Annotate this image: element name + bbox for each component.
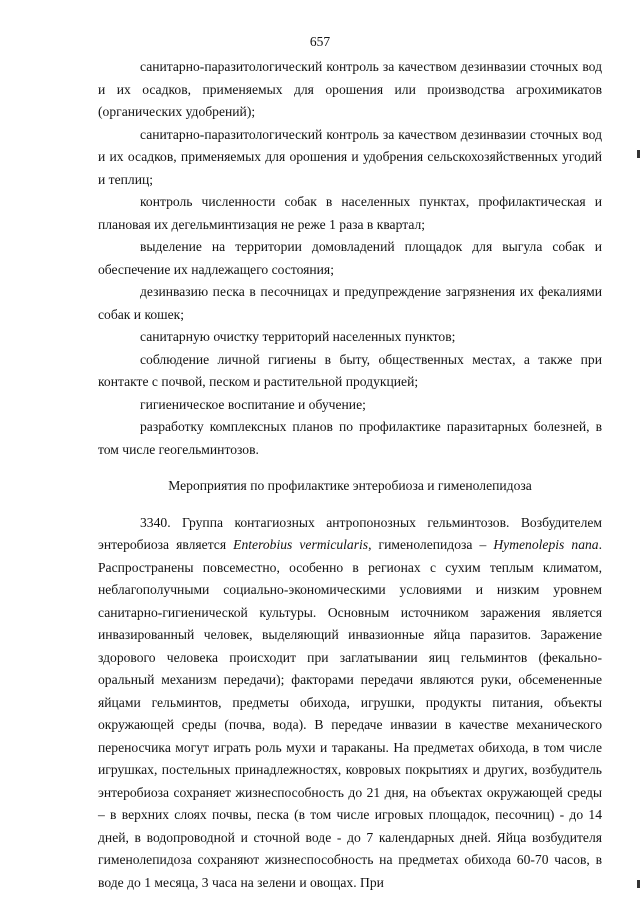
paragraph-text-1: 3340. Группа контагиозных антропонозных гельминтозов. Возбудителем энтеробиоза является [98, 514, 602, 552]
list-item: дезинвазию песка в песочницах и предупреждение загрязнения их фекалиями собак и кошек; [98, 284, 602, 322]
list-item: выделение на территории домовладений площадок для выгула собак и обеспечение их надлежащего состояния; [98, 239, 602, 277]
list-item: гигиеническое воспитание и обучение; [140, 396, 366, 412]
list-item: соблюдение личной гигиены в быту, общественных местах, а также при контакте с почвой, песком и растительной продукцией; [98, 351, 602, 389]
paragraph-text-2: , гименолепидоза – [368, 537, 494, 552]
list-item: разработку комплексных планов по профилактике паразитарных болезней, в том числе геогельминтозов. [98, 419, 602, 457]
species-name-enterobius: Enterobius vermicularis [233, 537, 369, 552]
species-name-hymenolepis: Hymenolepis nana [493, 537, 599, 552]
main-paragraph [98, 512, 602, 895]
list-item: санитарно-паразитологический контроль за качеством дезинвазии сточных вод и их осадков, применяемых для орошения или производства агрохимикатов (органических удобрений); [98, 59, 602, 119]
page-number: 657 [309, 34, 331, 49]
list-item: санитарную очистку территорий населенных пунктов; [140, 329, 456, 344]
paragraph-text-3: . Распространены повсеместно, особенно в регионах с сухим теплым климатом, неблагополучными социально-экономическими условиями и низким уровнем санитарно-гигиенической культуры. Основным источником заражения является инвазированный человек, выделяющий инвазионные яйца паразитов. Заражение здорового человека происходит при заглатывании яиц гельминтов (фекально-оральный механизм передачи); факторами передачи являются руки, обсемененные яйцами гельминтов, предметы обихода, игрушки, продукты питания, объекты окружающей среды (почва, вода). В передаче инвазии в качестве механического переносчика могут играть роль мухи и тараканы. На предметах обихода, в том числе игрушках, постельных принадлежностях, ковровых покрытиях и других, возбудитель энтеробиоза сохраняет жизнеспособность до 21 дня, на объектах окружающей среды – в верхних слоях почвы, песка (в том числе игровых площадок, песочниц) - до 14 дней, в водопроводной и сточной воде - до 7 календарных дней. Яйца возбудителя гименолепидоза сохраняют жизнеспособность на предметах обихода 60-70 часов, в воде до 1 месяца, 3 часа на зелени и овощах. При [98, 537, 602, 890]
list-item: контроль численности собак в населенных пунктах, профилактическая и плановая их дегельминтизация не реже 1 раза в квартал; [98, 194, 602, 232]
list-item: санитарно-паразитологический контроль за качеством дезинвазии сточных вод и их осадков, применяемых для орошения и удобрения сельскохозяйственных угодий и теплиц; [98, 126, 602, 187]
section-title: Мероприятия по профилактике энтеробиоза и гименолепидоза [168, 478, 532, 493]
page-content [98, 56, 602, 894]
